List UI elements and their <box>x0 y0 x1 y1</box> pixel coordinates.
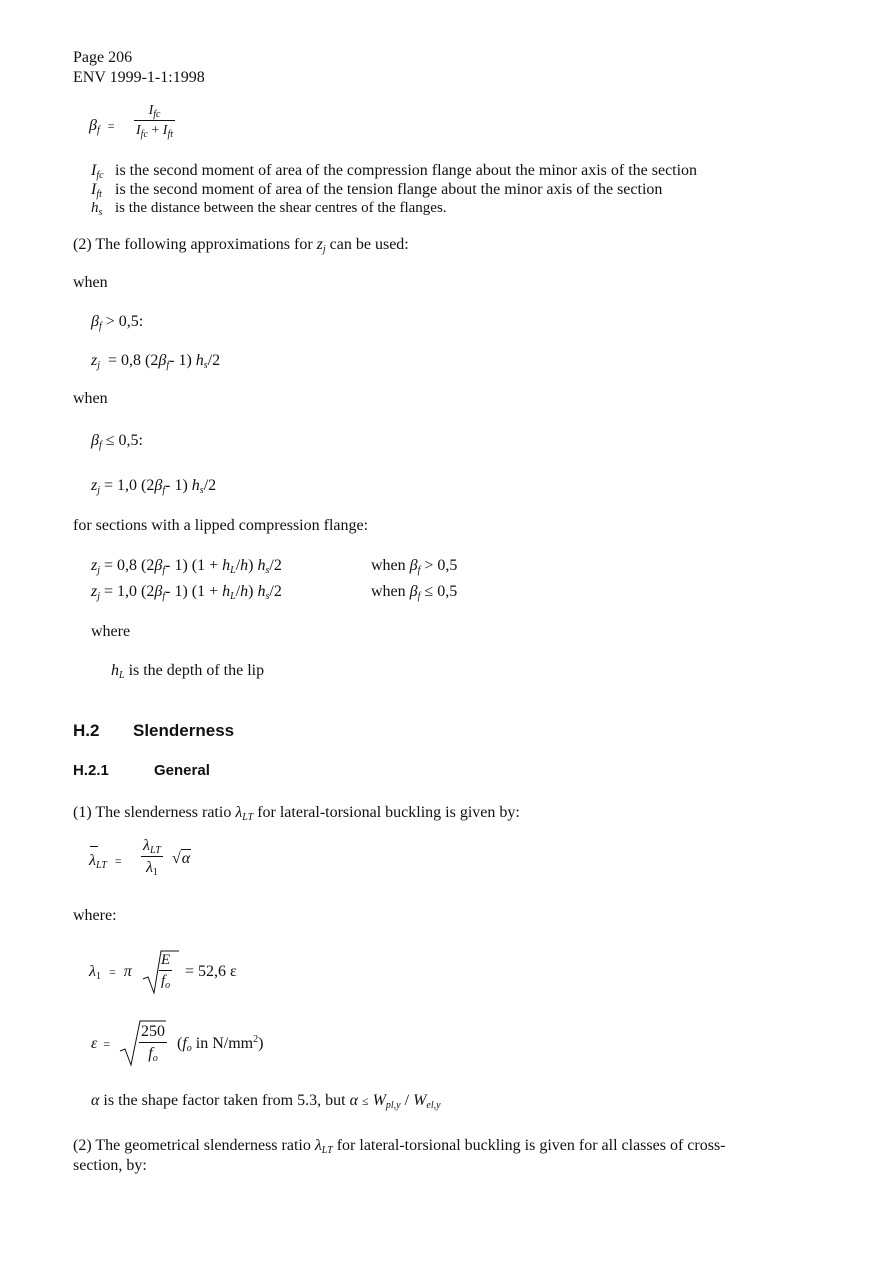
definition-ift: $I_{ft}$ is the second moment of area of the tension flange about the minor axis of the section <box>91 181 663 200</box>
condition-1: $\beta_f > 0,5$: <box>91 313 144 332</box>
slenderness-paragraph: (1) The slenderness ratio $\lambda_{LT}$ for lateral-torsional buckling is given by: <box>73 804 520 823</box>
lambda1-value: = 52,6 ε <box>185 963 237 980</box>
epsilon-unit-note: ($f_o$ in $N/mm^2$) <box>177 1034 264 1054</box>
beta-formula: $\beta_f$ = <box>89 117 115 136</box>
lipped-equation-1: $z_j = 0,8$ ($2\beta_f-$ 1) $(1 + h_L/h)$ $h_s/2$ <box>91 557 282 576</box>
section-heading: H.2 Slenderness <box>73 721 235 740</box>
250-over-fo-fraction: $\frac{250}{f_o}$ <box>141 1023 165 1064</box>
definition-ifc: $I_{fc}$ is the second moment of area of the compression flange about the minor axis of the section <box>91 162 698 181</box>
geometrical-slenderness-paragraph: (2) The geometrical slenderness ratio $\lambda_{LT}$ for lateral-torsional buckling is given for all classes of cross- <box>73 1137 726 1156</box>
lip-depth-definition: $h_L$ is the depth of the lip <box>111 662 265 681</box>
epsilon-formula: ε = <box>91 1035 111 1052</box>
standard-reference: ENV 1999-1-1:1998 <box>73 69 205 86</box>
where-label-1: where <box>91 623 131 640</box>
subsection-heading: H.2.1 General <box>73 762 210 779</box>
lambda-fraction: $\lambda_{LT}$ $\lambda_1$ <box>143 837 161 878</box>
lipped-equation-2: $z_j = 1,0$ ($2\beta_f-$ 1) $(1 + h_L/h)$ $h_s/2$ <box>91 583 282 602</box>
lipped-flange-paragraph: for sections with a lipped compression flange: <box>73 517 369 534</box>
approximations-paragraph: (2) The following approximations for $z_j$ can be used: <box>73 236 409 255</box>
geometrical-slenderness-line2: section, by: <box>73 1157 147 1174</box>
lipped-condition-1: when $\beta_f > 0,5$ <box>371 557 458 576</box>
lambda1-formula: $\lambda_1 = \pi$ <box>89 963 132 982</box>
when-label-2: when <box>73 390 108 407</box>
sqrt-alpha: √α <box>172 850 191 867</box>
lambda-lt-bar-formula: λ $_{LT}$ = <box>89 853 122 869</box>
equation-zj-1: $z_j = 0,8$ ($2\beta_f-$ 1) $h_s/2$ <box>91 352 221 371</box>
condition-2: $\beta_f \le 0,5$: <box>91 432 143 451</box>
beta-fraction: $I_{fc}$ $I_{fc} + I_{ft}$ <box>136 103 174 140</box>
equation-zj-2: $z_j = 1,0$ ($2\beta_f-$ 1) $h_s/2$ <box>91 477 217 496</box>
definition-hs: $h_s$ is the distance between the shear centres of the flanges. <box>91 200 447 218</box>
where-label-2: where: <box>73 907 117 924</box>
lipped-condition-2: when $\beta_f \le 0,5$ <box>371 583 458 602</box>
alpha-shape-factor-text: α is the shape factor taken from 5.3, but $\alpha \le W_{pl,y} / W_{el,y}$ <box>91 1092 441 1111</box>
page-number: Page 206 <box>73 49 133 66</box>
when-label-1: when <box>73 274 108 291</box>
e-over-fo-fraction: $\frac{E}{f_o}$ <box>161 952 171 991</box>
